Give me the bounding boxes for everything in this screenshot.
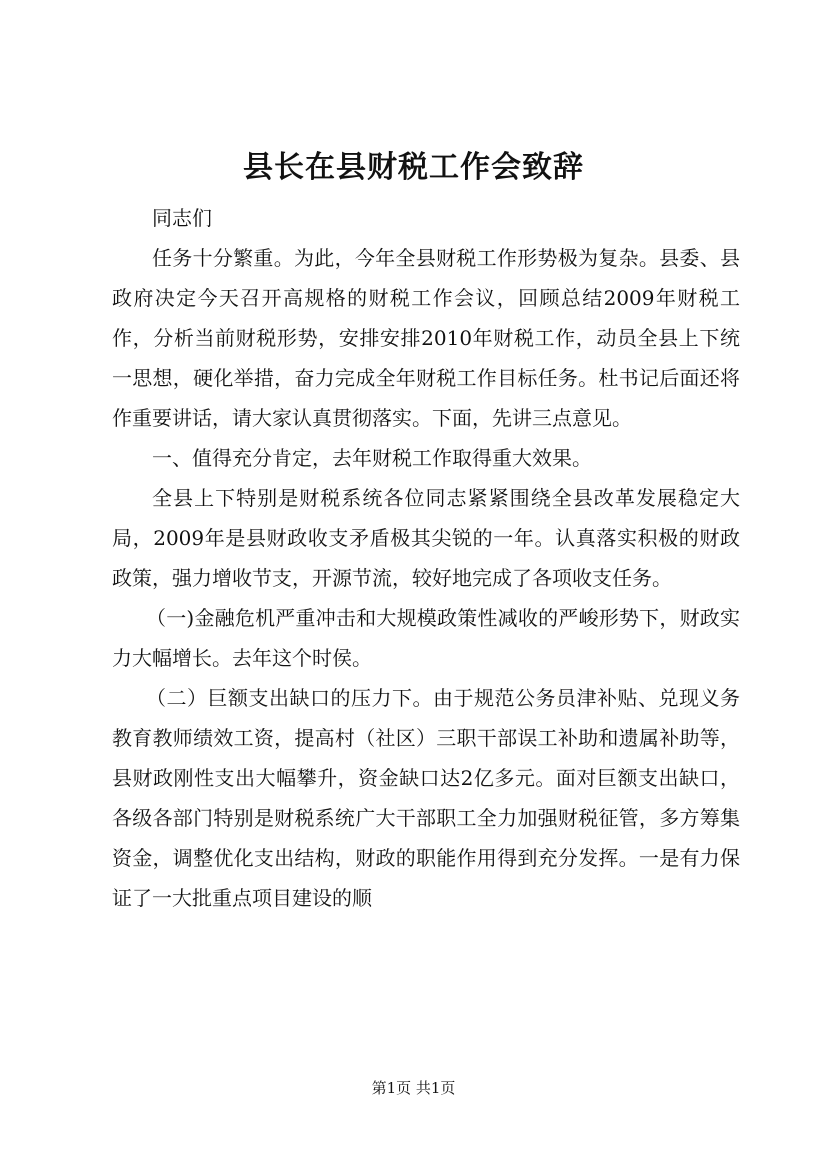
subsection-paragraph-2: （二）巨额支出缺口的压力下。由于规范公务员津补贴、兑现义务教育教师绩效工资，提高村（社区）三职干部误工补助和遗属补助等，县财政刚性支出大幅攀升，资金缺口达2亿多元。面对巨额支出缺口，各级各部门特别是财税系统广大干部职工全力加强财税征管，多方筹集资金，调整优化支出结构，财政的职能作用得到充分发挥。一是有力保证了一大批重点项目建设的顺 — [112, 686, 740, 910]
subsection-paragraph-1: （一)金融危机严重冲击和大规模政策性减收的严峻形势下，财政实力大幅增长。去年这个时侯。 — [112, 606, 740, 670]
section-heading-1: 一、值得充分肯定，去年财税工作取得重大效果。 — [152, 446, 592, 470]
page-footer: 第1页 共1页 — [371, 1079, 456, 1097]
document-body — [112, 198, 740, 918]
body-paragraph-1: 全县上下特别是财税系统各位同志紧紧围绕全县改革发展稳定大局，2009年是县财政收支矛盾极其尖锐的一年。认真落实积极的财政政策，强力增收节支，开源节流，较好地完成了各项收支任务。 — [112, 486, 740, 590]
salutation-paragraph: 同志们 — [152, 206, 212, 230]
document-title: 县长在县财税工作会致辞 — [243, 150, 584, 185]
intro-paragraph: 任务十分繁重。为此，今年全县财税工作形势极为复杂。县委、县政府决定今天召开高规格的财税工作会议，回顾总结2009年财税工作，分析当前财税形势，安排安排2010年财税工作，动员全县上下统一思想，硬化举措，奋力完成全年财税工作目标任务。杜书记后面还将作重要讲话，请大家认真贯彻落实。下面，先讲三点意见。 — [112, 246, 740, 430]
